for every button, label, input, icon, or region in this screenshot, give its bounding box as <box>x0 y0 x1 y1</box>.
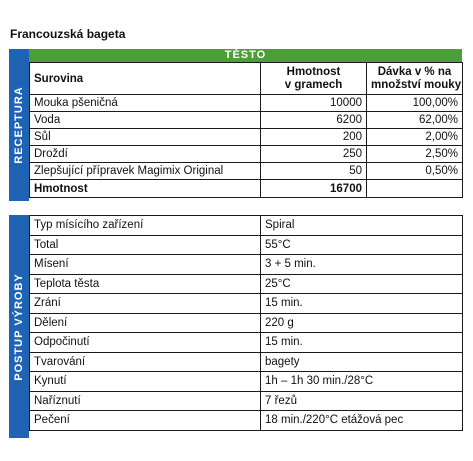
header-weight-line2: v gramech <box>284 78 343 91</box>
process-section <box>9 215 462 438</box>
ingredient-name: Voda <box>30 112 261 129</box>
ingredient-name: Zlepšující přípravek Magimix Original <box>30 163 261 180</box>
table-row <box>30 163 463 180</box>
ingredient-weight: 50 <box>261 163 367 180</box>
table-row <box>30 216 463 236</box>
table-row <box>30 294 463 314</box>
table-row <box>30 391 463 411</box>
step-label: Kynutí <box>30 372 261 392</box>
table-row <box>30 333 463 353</box>
header-weight <box>261 63 367 95</box>
step-value: 220 g <box>261 313 463 333</box>
ingredient-name: Mouka pšeničná <box>30 95 261 112</box>
table-row <box>30 411 463 431</box>
table-row <box>30 95 463 112</box>
step-value: 25°C <box>261 274 463 294</box>
total-row <box>30 180 463 198</box>
step-label: Teplota těsta <box>30 274 261 294</box>
step-label: Mísení <box>30 255 261 275</box>
ingredient-dose: 2,00% <box>367 129 463 146</box>
table-row <box>30 255 463 275</box>
step-value: 7 řezů <box>261 391 463 411</box>
step-value: bagety <box>261 352 463 372</box>
ingredient-dose: 0,50% <box>367 163 463 180</box>
table-row <box>30 146 463 163</box>
step-label: Odpočinutí <box>30 333 261 353</box>
step-label: Zrání <box>30 294 261 314</box>
header-dose <box>367 63 463 95</box>
step-label: Total <box>30 235 261 255</box>
step-label: Pečení <box>30 411 261 431</box>
step-label: Tvarování <box>30 352 261 372</box>
process-table <box>29 215 463 431</box>
table-row <box>30 352 463 372</box>
ingredient-name: Sůl <box>30 129 261 146</box>
dough-section-header: TĚSTO <box>29 49 462 62</box>
recipe-header-row <box>30 63 463 95</box>
step-value: 1h – 1h 30 min./28°C <box>261 372 463 392</box>
ingredient-weight: 10000 <box>261 95 367 112</box>
table-row <box>30 235 463 255</box>
step-value: 15 min. <box>261 333 463 353</box>
step-label: Dělení <box>30 313 261 333</box>
step-value: 3 + 5 min. <box>261 255 463 275</box>
process-side-band <box>9 215 29 438</box>
ingredient-weight: 250 <box>261 146 367 163</box>
recipe-table <box>29 62 463 198</box>
step-value: Spiral <box>261 216 463 236</box>
table-row <box>30 274 463 294</box>
header-weight-line1: Hmotnost <box>286 65 341 78</box>
total-weight: 16700 <box>261 180 367 198</box>
table-row <box>30 313 463 333</box>
table-row <box>30 372 463 392</box>
table-row <box>30 112 463 129</box>
recipe-section <box>9 49 462 201</box>
ingredient-name: Droždí <box>30 146 261 163</box>
recipe-side-label: RECEPTURA <box>13 86 25 164</box>
recipe-side-band <box>9 49 29 201</box>
header-ingredient: Surovina <box>30 63 261 95</box>
process-side-label: POSTUP VÝROBY <box>13 272 25 381</box>
ingredient-weight: 200 <box>261 129 367 146</box>
total-label: Hmotnost <box>30 180 261 198</box>
ingredient-dose: 2,50% <box>367 146 463 163</box>
step-value: 55°C <box>261 235 463 255</box>
ingredient-dose: 62,00% <box>367 112 463 129</box>
ingredient-dose: 100,00% <box>367 95 463 112</box>
step-label: Typ mísícího zařízení <box>30 216 261 236</box>
ingredient-weight: 6200 <box>261 112 367 129</box>
step-label: Naříznutí <box>30 391 261 411</box>
header-dose-line1: Dávka v % na <box>377 65 452 78</box>
document-title: Francouzská bageta <box>10 27 126 41</box>
header-dose-line2: množství mouky <box>371 78 462 91</box>
step-value: 18 min./220°C etážová pec <box>261 411 463 431</box>
total-dose <box>367 180 463 198</box>
table-row <box>30 129 463 146</box>
step-value: 15 min. <box>261 294 463 314</box>
